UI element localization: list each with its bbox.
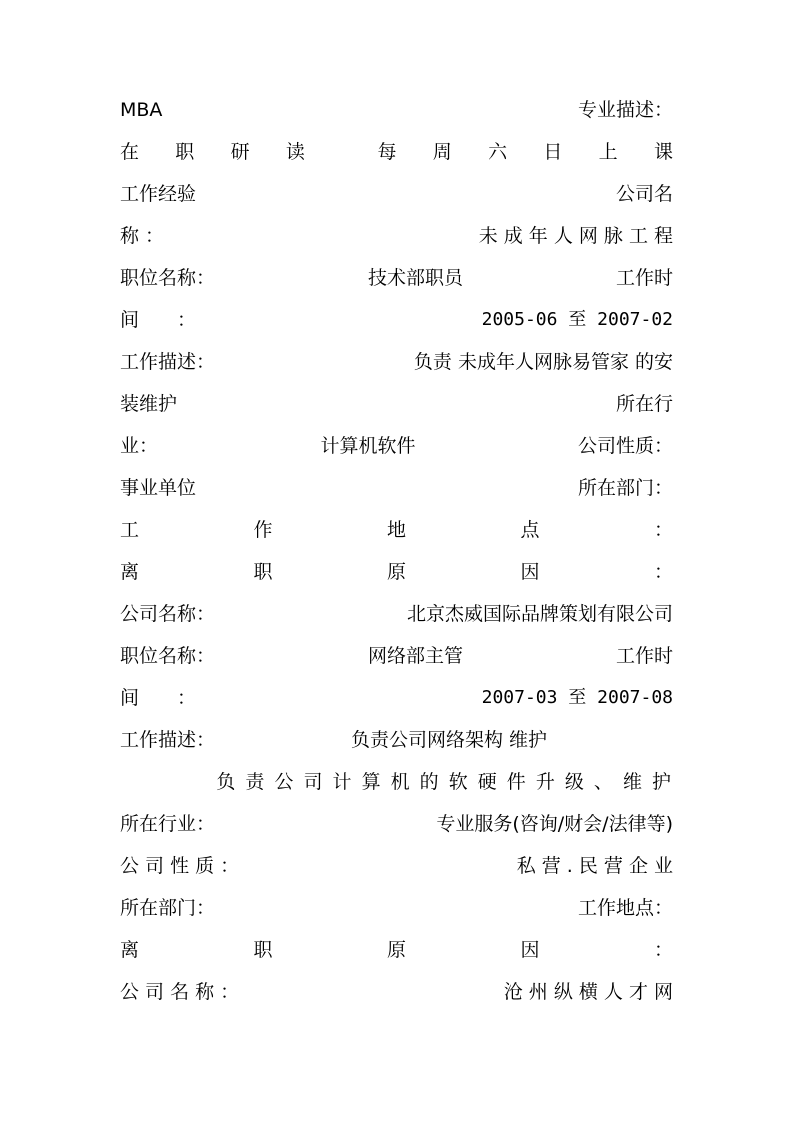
line-company-3 [120, 977, 673, 1007]
industry-label: 所在行业： [120, 813, 216, 835]
char: 工 [120, 519, 140, 541]
line-study-mode [120, 137, 673, 167]
position-label: 职位名称： [120, 645, 216, 667]
word: 课 [653, 141, 673, 163]
line-description-2-cont [120, 767, 673, 797]
word: 在 [120, 141, 140, 163]
label: 间 ： [120, 687, 197, 709]
label: 称 ： [120, 225, 165, 247]
section-heading: 工作经验 [120, 183, 197, 205]
word: 周 [432, 141, 452, 163]
char: 职 [253, 561, 273, 583]
industry-value: 专业服务(咨询/财会/法律等) [436, 813, 673, 835]
company-type-value: 事业单位 [120, 477, 197, 499]
line-description-1-cont [120, 389, 673, 419]
line-position-1 [120, 263, 673, 293]
degree-label: MBA [120, 99, 163, 121]
word: 上 [598, 141, 618, 163]
work-time-label: 工作时 [615, 645, 673, 667]
line-description-1 [120, 347, 673, 377]
label: 业： [120, 435, 159, 457]
char: ： [653, 519, 673, 541]
description-continuation: 负 责 公 司 计 算 机 的 软 硬 件 升 级 、 维 护 [216, 771, 673, 793]
char: 地 [386, 519, 406, 541]
description-value: 负责公司网络架构 维护 [351, 729, 548, 751]
department-label: 所在部门： [120, 897, 216, 919]
line-description-2 [120, 725, 673, 755]
work-time-label: 工作时 [615, 267, 673, 289]
company-name-value: 未 成 年 人 网 脉 工 程 [478, 225, 673, 247]
company-type-value: 私 营 . 民 营 企 业 [516, 855, 673, 877]
description-label: 工作描述： [120, 351, 216, 373]
word: 读 [285, 141, 305, 163]
line-industry-2 [120, 809, 673, 839]
description-continuation: 装维护 [120, 393, 178, 415]
char: 因 [520, 939, 540, 961]
company-type-label: 公 司 性 质 ： [120, 855, 240, 877]
char: 职 [253, 939, 273, 961]
char: ： [653, 561, 673, 583]
char: 离 [120, 561, 140, 583]
period-value: 2007-03 至 2007-08 [481, 687, 673, 708]
period-value: 2005-06 至 2007-02 [481, 309, 673, 330]
department-label: 所在部门： [577, 477, 673, 499]
position-value: 网络部主管 [367, 645, 463, 667]
word: 每 [377, 141, 397, 163]
char: 离 [120, 939, 140, 961]
char: 原 [386, 561, 406, 583]
major-description-label: 专业描述： [577, 99, 673, 121]
line-period-2 [120, 683, 673, 713]
company-name-label: 公司名 [615, 183, 673, 205]
line-work-location-1 [120, 515, 673, 545]
line-company-type-2 [120, 851, 673, 881]
line-company-type-1 [120, 473, 673, 503]
char: ： [653, 939, 673, 961]
line-department-2 [120, 893, 673, 923]
line-period-1 [120, 305, 673, 335]
work-location-label: 工作地点： [577, 897, 673, 919]
char: 因 [520, 561, 540, 583]
industry-label: 所在行 [615, 393, 673, 415]
line-company-1 [120, 221, 673, 251]
line-position-2 [120, 641, 673, 671]
word: 日 [543, 141, 563, 163]
char: 点 [520, 519, 540, 541]
line-leave-reason-1 [120, 557, 673, 587]
label: 间 ： [120, 309, 197, 331]
description-label: 工作描述： [120, 729, 216, 751]
company-name-label: 公司名称： [120, 603, 216, 625]
word: 六 [488, 141, 508, 163]
line-company-2 [120, 599, 673, 629]
word: 职 [175, 141, 195, 163]
position-label: 职位名称： [120, 267, 216, 289]
industry-value: 计算机软件 [320, 435, 416, 457]
company-type-label: 公司性质： [577, 435, 673, 457]
company-name-value: 沧 州 纵 横 人 才 网 [503, 981, 673, 1003]
company-name-value: 北京杰威国际品牌策划有限公司 [406, 603, 673, 625]
char: 原 [386, 939, 406, 961]
description-value: 负责 未成年人网脉易管家 的安 [413, 351, 673, 373]
line-mba [120, 95, 673, 125]
line-leave-reason-2 [120, 935, 673, 965]
position-value: 技术部职员 [367, 267, 463, 289]
line-work-experience [120, 179, 673, 209]
line-industry-1 [120, 431, 673, 461]
char: 作 [253, 519, 273, 541]
company-name-label: 公 司 名 称 ： [120, 981, 240, 1003]
word: 研 [230, 141, 250, 163]
